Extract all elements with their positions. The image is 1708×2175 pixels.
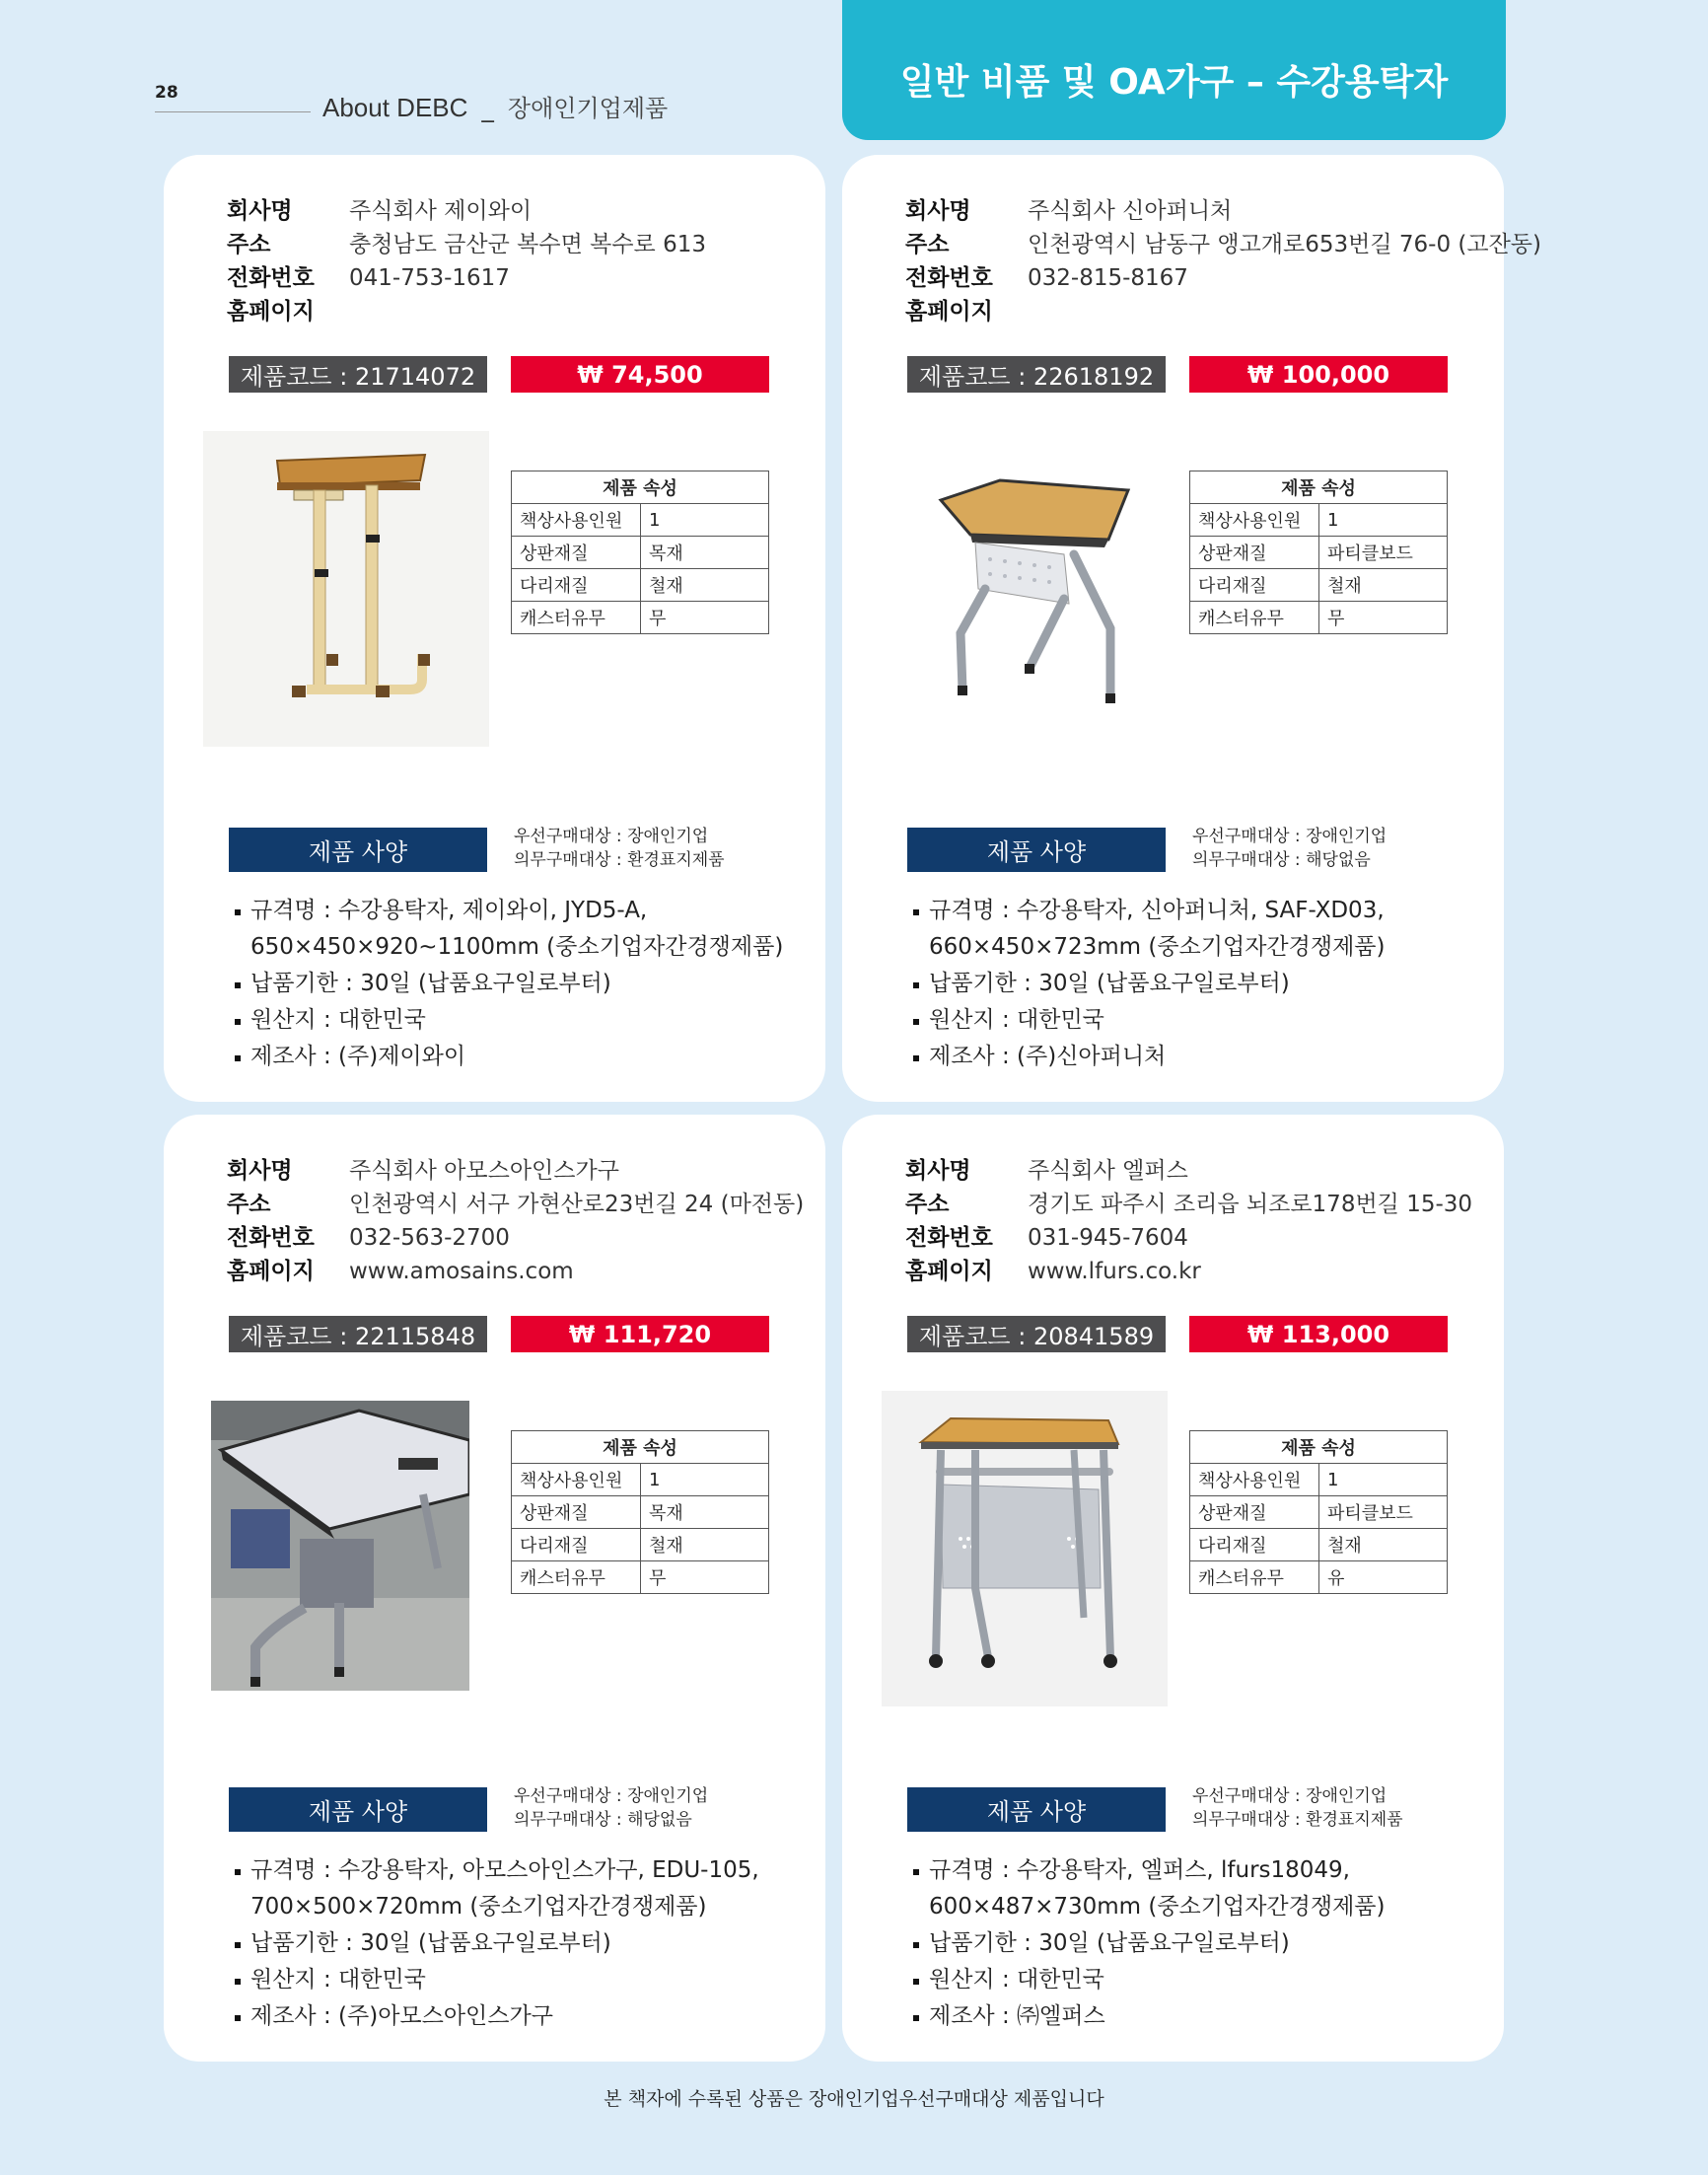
address-value: 인천광역시 남동구 앵고개로653번길 76-0 (고잔동): [1028, 232, 1541, 257]
company-info: [227, 194, 706, 328]
top-material-label: 상판재질: [512, 1496, 641, 1529]
address-value: 충청남도 금산군 복수면 복수로 613: [349, 232, 706, 257]
phone-row: [905, 1221, 1472, 1255]
company-info: [227, 1154, 804, 1288]
product-photo: [211, 1401, 469, 1691]
mandatory-purchase: 의무구매대상 : 해당없음: [1192, 850, 1371, 870]
priority-purchase: 우선구매대상 : 장애인기업: [514, 1786, 709, 1806]
about-label: About DEBC: [322, 93, 468, 122]
spec-size: 700×500×720mm (중소기업자간경쟁제품): [250, 1894, 707, 1920]
caster-value: 무: [1319, 602, 1448, 634]
homepage-link: www.amosains.com: [349, 1259, 574, 1284]
top-material-label: 상판재질: [1190, 537, 1319, 569]
priority-purchase: 우선구매대상 : 장애인기업: [1192, 1786, 1388, 1806]
product-card: [842, 1115, 1504, 2062]
spec-name: 규격명 : 수강용탁자, 엘퍼스, lfurs18049,: [911, 1852, 1386, 1889]
breadcrumb-separator: _: [481, 94, 494, 122]
company-label: 회사명: [227, 198, 293, 224]
spec-name: 규격명 : 수강용탁자, 아모스아인스가구, EDU-105,: [233, 1852, 759, 1889]
caster-label: 캐스터유무: [1190, 1561, 1319, 1594]
caster-label: 캐스터유무: [512, 1561, 641, 1594]
phone-row: [227, 261, 706, 295]
price-badge: ₩ 74,500: [511, 356, 769, 393]
product-photo: [882, 1391, 1168, 1706]
caster-value: 무: [641, 602, 769, 634]
spec-list: [911, 893, 1386, 1075]
spec-badge: 제품 사양: [229, 1787, 487, 1832]
caster-label: 캐스터유무: [1190, 602, 1319, 634]
address-label: 주소: [227, 1192, 271, 1217]
spec-size: 600×487×730mm (중소기업자간경쟁제품): [929, 1894, 1386, 1920]
spec-delivery: 납품기한 : 30일 (납품요구일로부터): [233, 1925, 759, 1962]
capacity-label: 책상사용인원: [1190, 504, 1319, 537]
top-material-value: 목재: [641, 537, 769, 569]
company-label: 회사명: [905, 1158, 971, 1184]
spec-list: [233, 893, 783, 1075]
homepage-row: [227, 1255, 804, 1288]
purchase-target-note: [1192, 1784, 1403, 1832]
leg-material-value: 철재: [641, 569, 769, 602]
spec-list: [233, 1852, 759, 2035]
address-row: [227, 1188, 804, 1221]
caster-value: 유: [1319, 1561, 1448, 1594]
company-info: [905, 1154, 1472, 1288]
spec-origin: 원산지 : 대한민국: [233, 1962, 759, 1998]
spec-maker: 제조사 : (주)아모스아인스가구: [233, 1998, 759, 2035]
phone-label: 전화번호: [227, 265, 315, 291]
phone-label: 전화번호: [905, 265, 993, 291]
spec-size: 660×450×723mm (중소기업자간경쟁제품): [929, 934, 1386, 960]
address-row: [905, 228, 1541, 261]
attributes-title: 제품 속성: [1190, 1431, 1448, 1464]
capacity-label: 책상사용인원: [512, 1464, 641, 1496]
attributes-title: 제품 속성: [512, 471, 769, 504]
capacity-label: 책상사용인원: [512, 504, 641, 537]
spec-badge: 제품 사양: [907, 1787, 1166, 1832]
company-label: 회사명: [905, 198, 971, 224]
top-material-label: 상판재질: [1190, 1496, 1319, 1529]
top-material-value: 목재: [641, 1496, 769, 1529]
price-badge: ₩ 100,000: [1189, 356, 1448, 393]
purchase-target-note: [1192, 825, 1387, 872]
homepage-label: 홈페이지: [905, 299, 993, 325]
product-card: [164, 1115, 825, 2062]
homepage-row: [227, 295, 706, 328]
spec-name: 규격명 : 수강용탁자, 신아퍼니처, SAF-XD03,: [911, 893, 1386, 929]
leg-material-label: 다리재질: [512, 1529, 641, 1561]
spec-name: 규격명 : 수강용탁자, 제이와이, JYD5-A,: [233, 893, 783, 929]
purchase-target-note: [514, 1784, 708, 1832]
phone-value: 032-563-2700: [349, 1225, 510, 1251]
capacity-value: 1: [1319, 1464, 1448, 1496]
phone-value: 032-815-8167: [1028, 265, 1188, 291]
product-attributes-table: [1189, 471, 1448, 634]
mandatory-purchase: 의무구매대상 : 해당없음: [514, 1810, 692, 1830]
address-value: 인천광역시 서구 가현산로23번길 24 (마전동): [349, 1192, 805, 1217]
top-material-value: 파티클보드: [1319, 537, 1448, 569]
company-row: [905, 194, 1541, 228]
spec-maker: 제조사 : (주)제이와이: [233, 1039, 783, 1075]
leg-material-value: 철재: [641, 1529, 769, 1561]
product-card: [164, 155, 825, 1102]
phone-value: 031-945-7604: [1028, 1225, 1188, 1251]
top-material-value: 파티클보드: [1319, 1496, 1448, 1529]
breadcrumb: [322, 89, 668, 123]
header-rule: [155, 111, 311, 112]
mandatory-purchase: 의무구매대상 : 환경표지제품: [514, 850, 725, 870]
spec-origin: 원산지 : 대한민국: [233, 1002, 783, 1039]
purchase-target-note: [514, 825, 725, 872]
spec-delivery: 납품기한 : 30일 (납품요구일로부터): [233, 966, 783, 1002]
spec-list: [911, 1852, 1386, 2035]
caster-label: 캐스터유무: [512, 602, 641, 634]
address-value: 경기도 파주시 조리읍 뇌조로178번길 15-30: [1028, 1192, 1473, 1217]
company-name: 주식회사 신아퍼니처: [1028, 198, 1233, 224]
capacity-value: 1: [641, 1464, 769, 1496]
company-name: 주식회사 제이와이: [349, 198, 533, 224]
price-badge: ₩ 113,000: [1189, 1316, 1448, 1352]
spec-badge: 제품 사양: [229, 828, 487, 872]
attributes-title: 제품 속성: [1190, 471, 1448, 504]
homepage-label: 홈페이지: [227, 1259, 315, 1284]
homepage-link: www.lfurs.co.kr: [1028, 1259, 1201, 1284]
company-info: [905, 194, 1541, 328]
spec-delivery: 납품기한 : 30일 (납품요구일로부터): [911, 1925, 1386, 1962]
leg-material-value: 철재: [1319, 569, 1448, 602]
phone-label: 전화번호: [227, 1225, 315, 1251]
product-photo: [882, 431, 1168, 747]
leg-material-value: 철재: [1319, 1529, 1448, 1561]
price-badge: ₩ 111,720: [511, 1316, 769, 1352]
capacity-value: 1: [641, 504, 769, 537]
priority-purchase: 우선구매대상 : 장애인기업: [514, 827, 709, 846]
homepage-row: [905, 295, 1541, 328]
footer-note: 본 책자에 수록된 상품은 장애인기업우선구매대상 제품입니다: [604, 2088, 1104, 2110]
capacity-value: 1: [1319, 504, 1448, 537]
homepage-label: 홈페이지: [905, 1259, 993, 1284]
company-name: 주식회사 엘퍼스: [1028, 1158, 1188, 1184]
spec-origin: 원산지 : 대한민국: [911, 1002, 1386, 1039]
leg-material-label: 다리재질: [512, 569, 641, 602]
company-name: 주식회사 아모스아인스가구: [349, 1158, 619, 1184]
homepage-row: [905, 1255, 1472, 1288]
company-label: 회사명: [227, 1158, 293, 1184]
product-card: [842, 155, 1541, 1102]
product-code-badge: 제품코드 : 21714072: [229, 356, 487, 393]
spec-maker: 제조사 : (주)신아퍼니처: [911, 1039, 1386, 1075]
spec-size: 650×450×920~1100mm (중소기업자간경쟁제품): [250, 934, 784, 960]
company-row: [227, 194, 706, 228]
product-attributes-table: [1189, 1430, 1448, 1594]
phone-label: 전화번호: [905, 1225, 993, 1251]
leg-material-label: 다리재질: [1190, 1529, 1319, 1561]
address-label: 주소: [905, 1192, 950, 1217]
phone-row: [227, 1221, 804, 1255]
top-material-label: 상판재질: [512, 537, 641, 569]
address-row: [227, 228, 706, 261]
address-row: [905, 1188, 1472, 1221]
product-attributes-table: [511, 471, 769, 634]
spec-delivery: 납품기한 : 30일 (납품요구일로부터): [911, 966, 1386, 1002]
attributes-title: 제품 속성: [512, 1431, 769, 1464]
address-label: 주소: [905, 232, 950, 257]
phone-row: [905, 261, 1541, 295]
product-code-badge: 제품코드 : 22618192: [907, 356, 1166, 393]
company-row: [905, 1154, 1472, 1188]
address-label: 주소: [227, 232, 271, 257]
product-photo: [203, 431, 489, 747]
page-number: 28: [155, 83, 178, 103]
priority-purchase: 우선구매대상 : 장애인기업: [1192, 827, 1388, 846]
caster-value: 무: [641, 1561, 769, 1594]
spec-badge: 제품 사양: [907, 828, 1166, 872]
product-attributes-table: [511, 1430, 769, 1594]
phone-value: 041-753-1617: [349, 265, 510, 291]
category-label: 장애인기업제품: [507, 95, 669, 122]
company-row: [227, 1154, 804, 1188]
spec-origin: 원산지 : 대한민국: [911, 1962, 1386, 1998]
mandatory-purchase: 의무구매대상 : 환경표지제품: [1192, 1810, 1403, 1830]
leg-material-label: 다리재질: [1190, 569, 1319, 602]
product-code-badge: 제품코드 : 22115848: [229, 1316, 487, 1352]
capacity-label: 책상사용인원: [1190, 1464, 1319, 1496]
page-title: 일반 비품 및 OA가구 – 수강용탁자: [842, 0, 1506, 140]
product-code-badge: 제품코드 : 20841589: [907, 1316, 1166, 1352]
spec-maker: 제조사 : ㈜엘퍼스: [911, 1998, 1386, 2035]
homepage-label: 홈페이지: [227, 299, 315, 325]
